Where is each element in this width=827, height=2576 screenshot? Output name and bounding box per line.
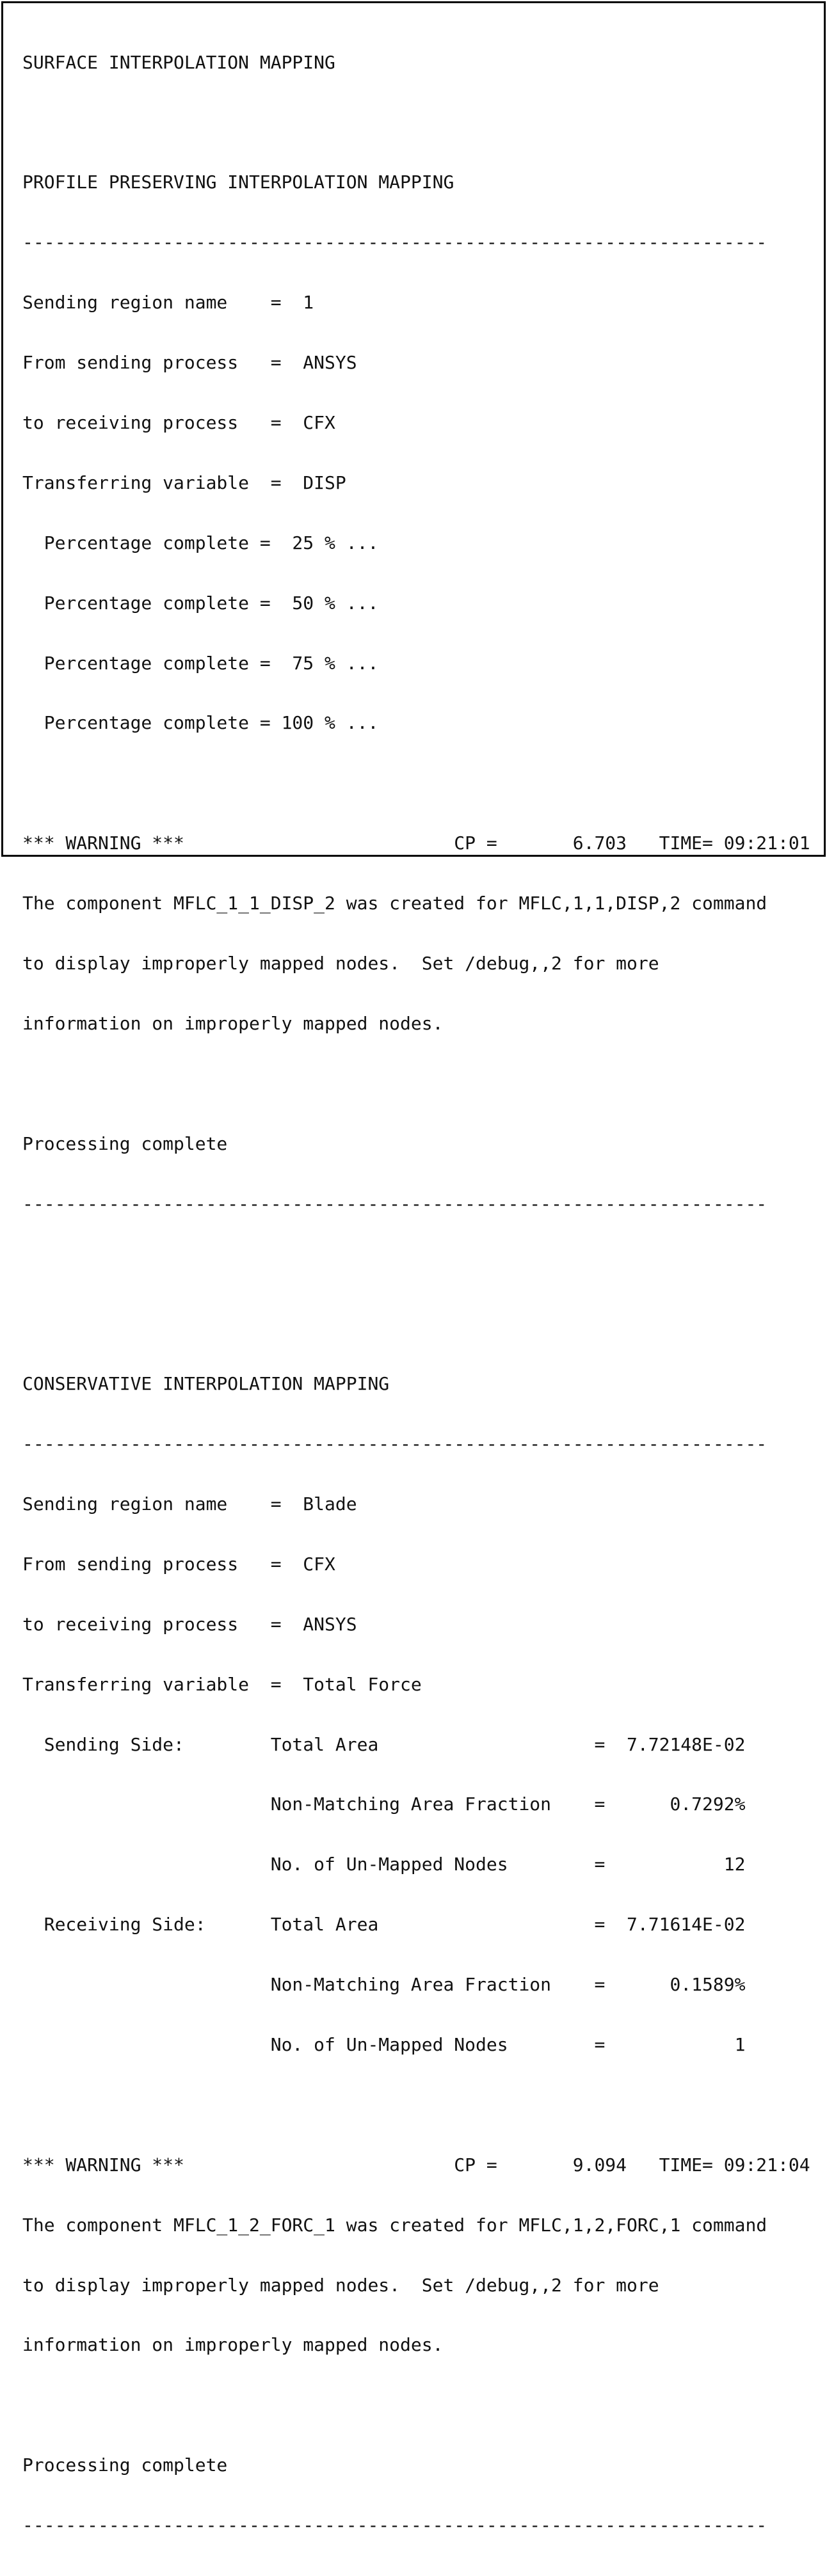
divider-line: --------------------------------------------------------------------- bbox=[22, 232, 767, 253]
console-line-percentage: Percentage complete = 100 % ... bbox=[22, 712, 379, 734]
warning-message: to display improperly mapped nodes. Set /debug,,2 for more bbox=[22, 952, 659, 974]
divider-line: --------------------------------------------------------------------- bbox=[22, 1193, 767, 1214]
warning-message: information on improperly mapped nodes. bbox=[22, 1012, 444, 1034]
blank-line bbox=[22, 2095, 810, 2115]
console-line-sending-nonmatching: Non-Matching Area Fraction = 0.7292% bbox=[22, 1793, 746, 1815]
console-line-receiving-process: to receiving process = ANSYS bbox=[22, 1613, 357, 1635]
console-line-receiving-process: to receiving process = CFX bbox=[22, 411, 335, 433]
blank-line bbox=[22, 773, 810, 793]
console-line-receiving-unmapped: No. of Un-Mapped Nodes = 1 bbox=[22, 2033, 746, 2055]
console-line-sending-total-area: Sending Side: Total Area = 7.72148E-02 bbox=[22, 1733, 746, 1755]
blank-line bbox=[22, 1314, 810, 1333]
warning-message: The component MFLC_1_1_DISP_2 was created for MFLC,1,1,DISP,2 command bbox=[22, 893, 767, 914]
console-line-percentage: Percentage complete = 25 % ... bbox=[22, 532, 379, 553]
divider-line: --------------------------------------------------------------------- bbox=[22, 1433, 767, 1455]
console-output-window bbox=[1, 1, 826, 2536]
warning-header: *** WARNING *** CP = 9.094 TIME= 09:21:04 bbox=[22, 2154, 810, 2175]
processing-complete: Processing complete bbox=[22, 2454, 228, 2476]
processing-complete: Processing complete bbox=[22, 1133, 228, 1154]
blank-line bbox=[22, 1074, 810, 1093]
console-text bbox=[22, 12, 810, 2575]
heading-conservative: CONSERVATIVE INTERPOLATION MAPPING bbox=[22, 1373, 390, 1395]
console-line-receiving-total-area: Receiving Side: Total Area = 7.71614E-02 bbox=[22, 1914, 746, 1936]
console-line-transfer-variable: Transferring variable = Total Force bbox=[22, 1673, 422, 1695]
heading-surface-mapping: SURFACE INTERPOLATION MAPPING bbox=[22, 51, 335, 73]
blank-line bbox=[22, 1253, 810, 1273]
console-line-transfer-variable: Transferring variable = DISP bbox=[22, 472, 346, 493]
console-line-percentage: Percentage complete = 75 % ... bbox=[22, 652, 379, 674]
blank-line bbox=[22, 112, 810, 132]
divider-line: --------------------------------------------------------------------- bbox=[22, 2515, 767, 2536]
warning-message: The component MFLC_1_2_FORC_1 was created for MFLC,1,2,FORC,1 command bbox=[22, 2214, 767, 2236]
warning-message: to display improperly mapped nodes. Set /debug,,2 for more bbox=[22, 2274, 659, 2296]
console-line-percentage: Percentage complete = 50 % ... bbox=[22, 592, 379, 614]
console-line-sending-region: Sending region name = Blade bbox=[22, 1493, 357, 1515]
warning-header: *** WARNING *** CP = 6.703 TIME= 09:21:01 bbox=[22, 832, 810, 854]
console-line-sending-process: From sending process = ANSYS bbox=[22, 352, 357, 374]
console-line-sending-unmapped: No. of Un-Mapped Nodes = 12 bbox=[22, 1854, 746, 1875]
console-line-sending-process: From sending process = CFX bbox=[22, 1553, 335, 1575]
warning-message: information on improperly mapped nodes. bbox=[22, 2334, 444, 2356]
console-line-receiving-nonmatching: Non-Matching Area Fraction = 0.1589% bbox=[22, 1974, 746, 1996]
console-line-sending-region: Sending region name = 1 bbox=[22, 292, 314, 314]
blank-line bbox=[22, 2395, 810, 2415]
heading-profile-preserving: PROFILE PRESERVING INTERPOLATION MAPPING bbox=[22, 171, 454, 193]
